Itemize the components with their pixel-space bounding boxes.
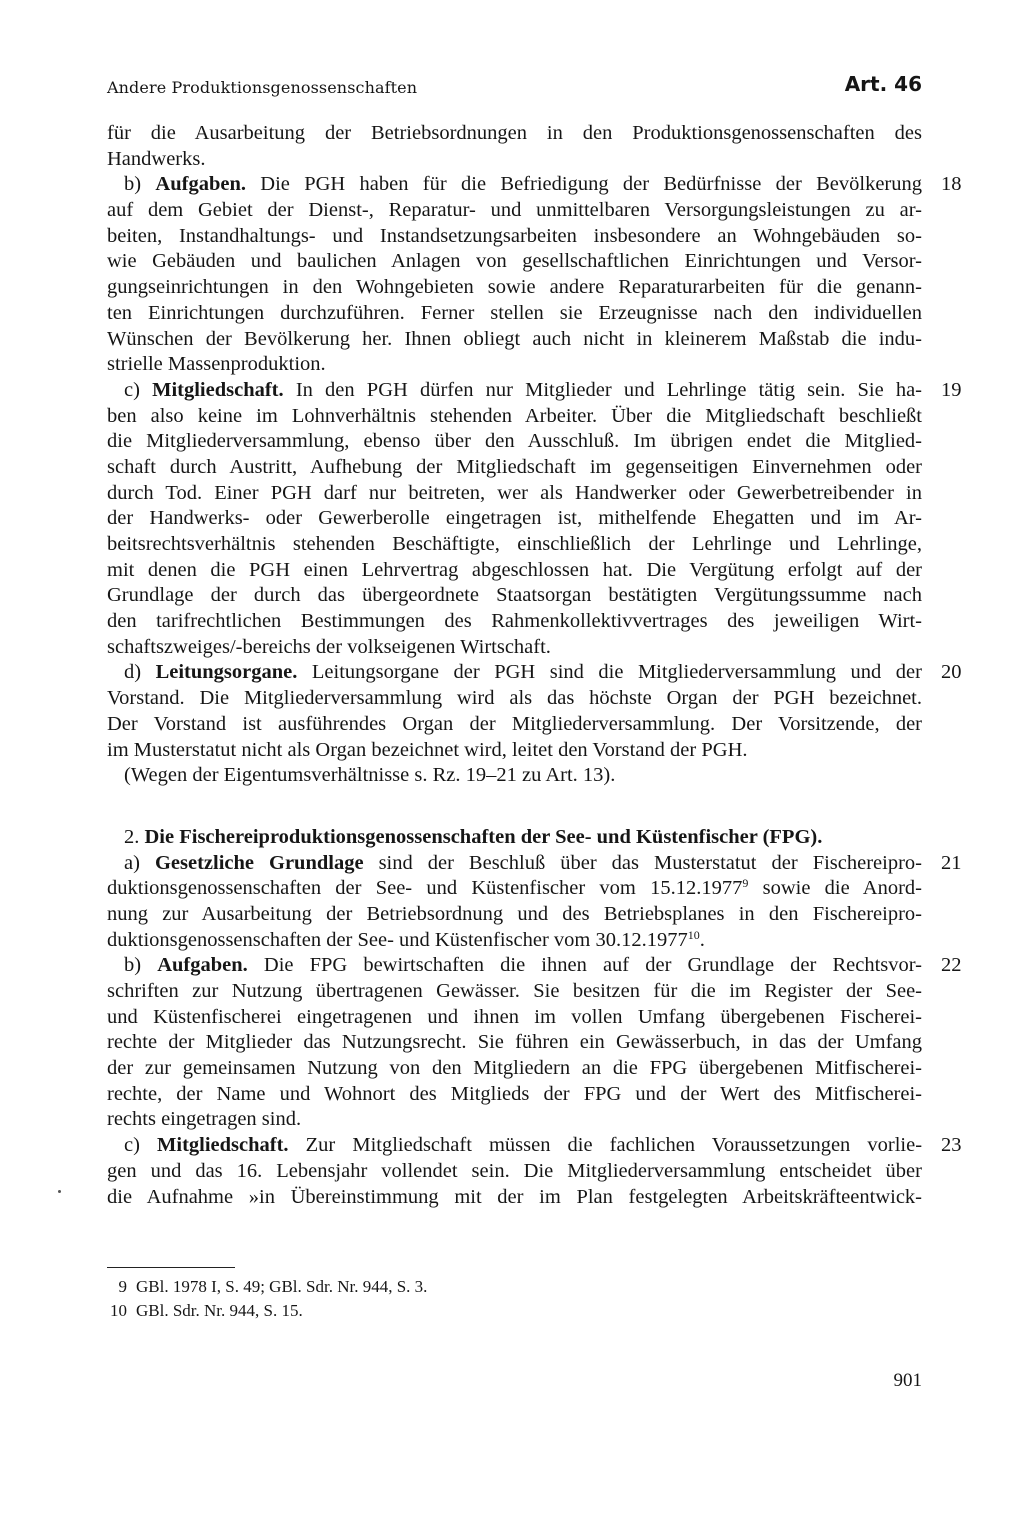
text-line: schriften zur Nutzung übertragenen Gewässer. Sie besitzen für die im Register der See- [107, 980, 922, 1002]
footnote: 10 GBl. Sdr. Nr. 944, S. 15. [110, 1301, 303, 1320]
paragraph-start-mitgliedschaft-fpg: c) Mitgliedschaft. Zur Mitgliedschaft müssen die fachlichen Voraussetzungen vorlie- 23 [107, 1133, 922, 1159]
running-head [107, 72, 922, 106]
text-line: beitsrechtsverhältnis stehenden Beschäftigte, einschließlich der Lehrlinge und Lehrlinge, [107, 533, 922, 555]
paragraph-heading: Mitgliedschaft. [157, 1134, 289, 1157]
text-line: rechte, der Name und Wohnort des Mitglieds der FPG und der Wert des Mitfischerei- [107, 1082, 922, 1105]
text-line: den tarifrechtlichen Bestimmungen des Rahmenkollektivvertrages des jeweiligen Wirt- [107, 610, 922, 633]
scan-speck [58, 1190, 61, 1193]
paragraph-heading: Aufgaben. [155, 173, 246, 196]
footnote: 9 GBl. 1978 I, S. 49; GBl. Sdr. Nr. 944, S. 3. [118, 1277, 428, 1296]
text-line: mit denen die PGH einen Lehrvertrag abgeschlossen hat. Die Vergütung erfolgt auf der [107, 558, 922, 581]
text-line: rechte der Mitglieder das Nutzungsrecht. Sie führen ein Gewässerbuch, in das der Umfang [107, 1031, 922, 1054]
text-line: im Musterstatut nicht als Organ bezeichnet wird, leitet den Vorstand der PGH. [107, 738, 748, 761]
body-text [107, 121, 962, 1210]
text-line: durch Tod. Einer PGH darf nur beitreten, wer als Handwerker oder Gewerbetreibender in [107, 481, 922, 504]
text-line: die Aufnahme »in Übereinstimmung mit der im Plan festgelegten Arbeitskräfteentwick- [107, 1185, 922, 1208]
paragraph-heading: Gesetzliche Grundlage [154, 851, 364, 874]
footnote-divider [107, 1267, 235, 1268]
text-line: beiten, Instandhaltungs- und Instandsetzungsarbeiten insbesondere an Wohngebäuden so- [107, 224, 922, 247]
text-line: Handwerks. [107, 147, 206, 170]
text-line: ben also keine im Lohnverhältnis stehenden Arbeiter. Über die Mitgliedschaft beschließt [107, 404, 922, 427]
text-line: Wünschen der Bevölkerung her. Ihnen obliegt auch nicht in kleinerem Maßstab die indu- [107, 327, 922, 350]
text-line: nung zur Ausarbeitung der Betriebsordnung und des Betriebsplanes in den Fischereipro- [107, 902, 922, 925]
text-line: schaft durch Austritt, Aufhebung der Mitgliedschaft im gegenseitigen Einvernehmen oder [107, 455, 922, 478]
section-heading: 2. Die Fischereiproduktionsgenossenschaften der See- und Küstenfischer (FPG). [124, 825, 823, 848]
text-line: schaftszweiges/-bereichs der volkseigenen Wirtschaft. [107, 635, 551, 658]
margin-number: 22 [941, 954, 962, 977]
paragraph-start-aufgaben-fpg: b) Aufgaben. Die FPG bewirtschaften die ihnen auf der Grundlage der Rechtsvor- 22 [107, 953, 922, 979]
text-line: wie Gebäuden und baulichen Anlagen von gesellschaftlichen Einrichtungen und Versor- [107, 250, 922, 273]
margin-number: 23 [941, 1134, 962, 1157]
text-line: (Wegen der Eigentumsverhältnisse s. Rz. 19–21 zu Art. 13). [124, 764, 616, 787]
paragraph-start-mitgliedschaft: c) Mitgliedschaft. In den PGH dürfen nur Mitglieder und Lehrlinge tätig sein. Sie ha- 19 [107, 378, 922, 404]
text-line: Grundlage der durch das übergeordnete Staatsorgan bestätigten Vergütungssumme nach [107, 584, 922, 607]
text-line: duktionsgenossenschaften der See- und Küstenfischer vom 30.12.1977$^{10}$. [107, 927, 705, 951]
section-gap [107, 789, 922, 825]
text-line: Der Vorstand ist ausführendes Organ der Mitgliederversammlung. Der Vorsitzende, der [107, 712, 922, 735]
section-heading-text: Die Fischereiproduktionsgenossenschaften der See- und Küstenfischer (FPG). [144, 825, 823, 848]
text-line: rechts eingetragen sind. [107, 1108, 302, 1131]
text-line: auf dem Gebiet der Dienst-, Reparatur- und unmittelbaren Versorgungsleistungen zu ar- [107, 199, 922, 222]
text-line: duktionsgenossenschaften der See- und Küstenfischer vom 15.12.1977$^9$ sowie die Anord- [107, 876, 922, 900]
running-title: Andere Produktionsgenossenschaften [107, 78, 418, 97]
text-line: und Küstenfischerei eingetragenen und ihnen im vollen Umfang übergebenen Fischerei- [107, 1005, 922, 1028]
text-line: der Handwerks- oder Gewerberolle eingetragen ist, mithelfende Ehegatten und im Ar- [107, 507, 922, 530]
text-line: gungseinrichtungen in den Wohngebieten sowie andere Reparaturarbeiten für die genann- [107, 276, 922, 299]
page-number: 901 [893, 1370, 922, 1391]
text-line: gen und das 16. Lebensjahr vollendet sein. Die Mitgliederversammlung entscheidet über [107, 1159, 922, 1182]
paragraph-start-grundlage: a) Gesetzliche Grundlage sind der Beschluß über das Musterstatut der Fischereipro- 21 [107, 851, 922, 877]
paragraph-heading: Aufgaben. [157, 954, 248, 977]
margin-number: 21 [941, 851, 962, 874]
footnotes [107, 1275, 427, 1323]
paragraph-heading: Leitungsorgane. [155, 661, 298, 684]
text-line: für die Ausarbeitung der Betriebsordnungen in den Produktionsgenossenschaften des [107, 122, 922, 144]
text-line: die Mitgliederversammlung, ebenso über den Ausschluß. Im übrigen endet die Mitglied- [107, 430, 922, 453]
paragraph-start-aufgaben: b) Aufgaben. Die PGH haben für die Befriedigung der Bedürfnisse der Bevölkerung 18 [107, 172, 922, 198]
article-number: Art. 46 [844, 72, 922, 96]
text-line: ten Einrichtungen durchzuführen. Ferner stellen sie Erzeugnisse nach den individuellen [107, 301, 922, 324]
margin-number: 18 [941, 173, 962, 196]
margin-number: 19 [941, 378, 962, 401]
paragraph-start-leitungsorgane: d) Leitungsorgane. Leitungsorgane der PGH sind die Mitgliederversammlung und der 20 [107, 660, 922, 686]
text-line: strielle Massenproduktion. [107, 353, 326, 376]
text-line: der zur gemeinsamen Nutzung von den Mitgliedern an die FPG übergebenen Mitfischerei- [107, 1057, 922, 1080]
footnote-ref: 10 [687, 927, 700, 942]
footnote-ref: 9 [742, 876, 749, 891]
margin-number: 20 [941, 661, 962, 684]
paragraph-heading: Mitgliedschaft. [152, 378, 284, 401]
text-line: Vorstand. Die Mitgliederversammlung wird als das höchste Organ der PGH bezeichnet. [107, 687, 922, 710]
